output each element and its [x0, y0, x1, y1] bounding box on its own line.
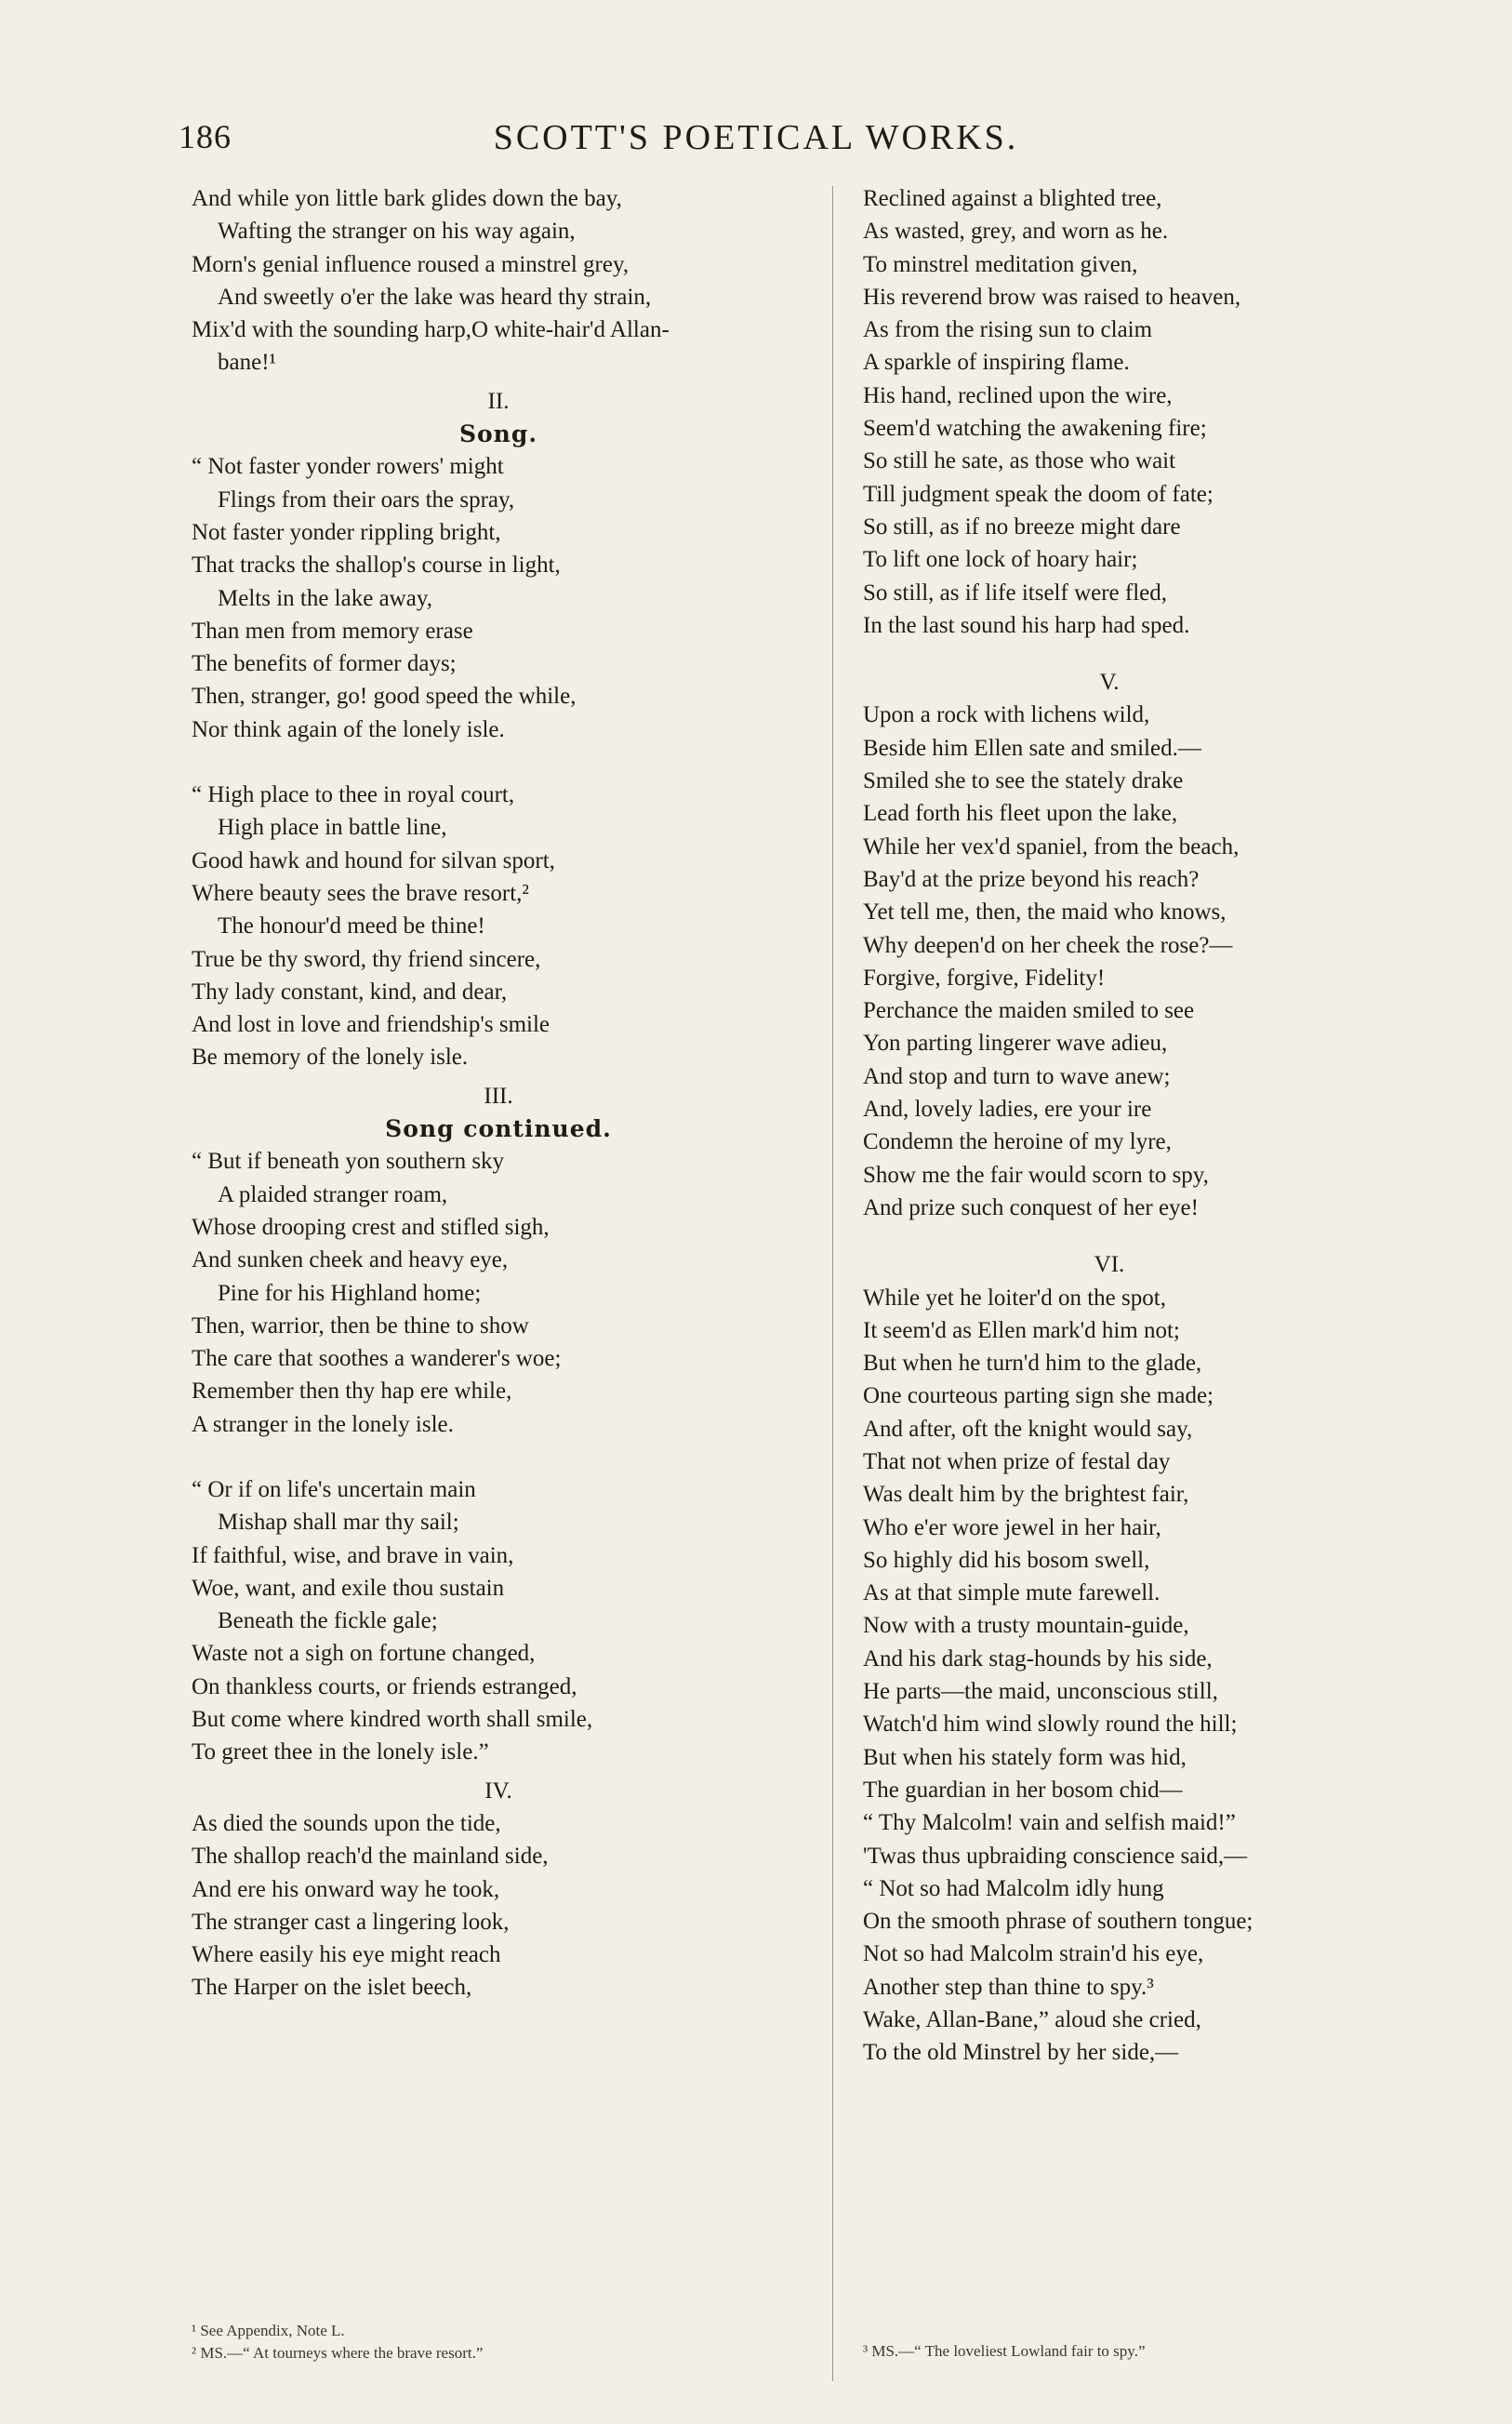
verse-line: Flings from their oars the spray,: [218, 486, 515, 513]
narrative-stanza: [192, 1807, 805, 2004]
verse-line: Yon parting lingerer wave adieu,: [863, 1031, 1168, 1057]
verse-line: But when his stately form was hid,: [863, 1744, 1187, 1770]
footnotes-right: [863, 2340, 1356, 2363]
song-stanza: [192, 1145, 805, 1441]
verse-line: And his dark stag-hounds by his side,: [863, 1645, 1213, 1671]
verse-line: And after, oft the knight would say,: [863, 1416, 1193, 1442]
verse-line: High place in battle line,: [218, 815, 447, 841]
verse-line: On the smooth phrase of southern tongue;: [863, 1909, 1253, 1935]
verse-line: Then, warrior, then be thine to show: [192, 1312, 529, 1339]
verse-line: And, lovely ladies, ere your ire: [863, 1097, 1152, 1123]
verse-line: To greet thee in the lonely isle.”: [192, 1739, 489, 1765]
verse-line: But when he turn'd him to the glade,: [863, 1351, 1202, 1377]
narrative-stanza: [863, 699, 1356, 1224]
section-heading: Song continued.: [385, 1115, 612, 1143]
verse-line: Bay'd at the prize beyond his reach?: [863, 866, 1200, 892]
verse-line: Where beauty sees the brave resort,²: [192, 880, 529, 906]
verse-line: Melts in the lake away,: [218, 585, 432, 611]
verse-line: Good hawk and hound for silvan sport,: [192, 847, 555, 873]
verse-line: And ere his onward way he took,: [192, 1876, 500, 1902]
narrative-stanza: [863, 182, 1356, 642]
verse-line: Beneath the fickle gale;: [218, 1608, 438, 1634]
verse-line: Lead forth his fleet upon the lake,: [863, 801, 1178, 827]
verse-line: The honour'd meed be thine!: [218, 913, 485, 939]
verse-line: He parts—the maid, unconscious still,: [863, 1679, 1218, 1705]
section-heading: Song.: [458, 420, 538, 448]
verse-line: The guardian in her bosom chid—: [863, 1777, 1183, 1803]
verse-line: True be thy sword, thy friend sincere,: [192, 946, 541, 972]
verse-line: And sunken cheek and heavy eye,: [192, 1247, 509, 1273]
narrative-stanza: [863, 1282, 1356, 2070]
verse-line: The Harper on the islet beech,: [192, 1975, 472, 2001]
verse-line: As died the sounds upon the tide,: [192, 1810, 501, 1836]
verse-line: Remember then thy hap ere while,: [192, 1378, 512, 1405]
verse-line: In the last sound his harp had sped.: [863, 612, 1190, 638]
verse-line: It seem'd as Ellen mark'd him not;: [863, 1317, 1180, 1343]
verse-line: Wafting the stranger on his way again,: [218, 219, 576, 245]
footnotes-left: [192, 2320, 805, 2364]
verse-line: Show me the fair would scorn to spy,: [863, 1162, 1209, 1188]
running-head: SCOTT'S POETICAL WORKS.: [493, 118, 1019, 157]
footnote: ¹ See Appendix, Note L.: [192, 2322, 345, 2339]
verse-line: Mishap shall mar thy sail;: [218, 1510, 459, 1536]
verse-line: Why deepen'd on her cheek the rose?—: [863, 932, 1233, 958]
column-divider: [832, 186, 833, 2381]
verse-line: Then, stranger, go! good speed the while,: [192, 684, 577, 710]
verse-line: That not when prize of festal day: [863, 1448, 1171, 1474]
verse-line: Where easily his eye might reach: [192, 1942, 501, 1968]
verse-line: So still he sate, as those who wait: [863, 448, 1176, 474]
verse-line: His hand, reclined upon the wire,: [863, 382, 1173, 408]
verse-line: Wake, Allan-Bane,” aloud she cried,: [863, 2007, 1201, 2033]
section-number: VI.: [1094, 1252, 1125, 1278]
verse-line: Nor think again of the lonely isle.: [192, 716, 505, 742]
verse-line: Yet tell me, then, the maid who knows,: [863, 899, 1227, 926]
verse-line: Condemn the heroine of my lyre,: [863, 1129, 1172, 1155]
verse-line: The benefits of former days;: [192, 651, 457, 677]
verse-line: And lost in love and friendship's smile: [192, 1012, 550, 1038]
verse-line: Smiled she to see the stately drake: [863, 768, 1184, 794]
verse-line: “ Thy Malcolm! vain and selfish maid!”: [863, 1810, 1236, 1836]
verse-line: The shallop reach'd the mainland side,: [192, 1844, 549, 1870]
verse-line: Be memory of the lonely isle.: [192, 1045, 469, 1071]
verse-line: As at that simple mute farewell.: [863, 1580, 1161, 1606]
verse-line: The stranger cast a lingering look,: [192, 1909, 510, 1935]
page-number: 186: [179, 118, 232, 155]
verse-line: Not faster yonder rippling bright,: [192, 519, 501, 545]
verse-line: Mix'd with the sounding harp,O white-hair'd Allan-: [192, 317, 670, 343]
verse-line: That tracks the shallop's course in light,: [192, 553, 561, 579]
verse-line: Waste not a sigh on fortune changed,: [192, 1641, 536, 1667]
verse-line: Seem'd watching the awakening fire;: [863, 416, 1207, 442]
verse-line: “ But if beneath yon southern sky: [192, 1149, 505, 1175]
verse-line: The care that soothes a wanderer's woe;: [192, 1346, 562, 1372]
verse-line: Another step than thine to spy.³: [863, 1974, 1154, 2000]
verse-line: Than men from memory erase: [192, 618, 473, 644]
verse-line: So highly did his bosom swell,: [863, 1547, 1150, 1573]
footnote: ² MS.—“ At tourneys where the brave resort.”: [192, 2344, 484, 2362]
verse-line: bane!¹: [218, 350, 277, 376]
song-stanza: [192, 1473, 805, 1769]
verse-line: And prize such conquest of her eye!: [863, 1194, 1199, 1220]
verse-line: On thankless courts, or friends estranged,: [192, 1673, 577, 1699]
verse-line: Not so had Malcolm strain'd his eye,: [863, 1941, 1204, 1967]
verse-line: And while yon little bark glides down the bay,: [192, 186, 622, 211]
opening-stanza: [192, 182, 805, 380]
verse-line: And stop and turn to wave anew;: [863, 1063, 1171, 1089]
song-stanza: [192, 779, 805, 1074]
verse-line: To minstrel meditation given,: [863, 251, 1138, 277]
verse-line: Pine for his Highland home;: [218, 1280, 482, 1306]
verse-line: And sweetly o'er the lake was heard thy strain,: [218, 284, 652, 310]
section-number: II.: [487, 388, 510, 414]
verse-line: “ Not faster yonder rowers' might: [192, 454, 504, 480]
verse-line: Watch'd him wind slowly round the hill;: [863, 1711, 1238, 1738]
song-stanza: [192, 450, 805, 746]
verse-line: If faithful, wise, and brave in vain,: [192, 1542, 514, 1568]
verse-line: Forgive, forgive, Fidelity!: [863, 965, 1106, 991]
verse-line: Woe, want, and exile thou sustain: [192, 1575, 505, 1601]
verse-line: Reclined against a blighted tree,: [863, 186, 1162, 211]
verse-line: “ Or if on life's uncertain main: [192, 1476, 476, 1502]
verse-line: His reverend brow was raised to heaven,: [863, 284, 1241, 310]
section-number: V.: [1099, 670, 1120, 696]
verse-line: As from the rising sun to claim: [863, 317, 1153, 343]
verse-line: Beside him Ellen sate and smiled.—: [863, 735, 1201, 761]
verse-line: To lift one lock of hoary hair;: [863, 547, 1138, 573]
section-number: III.: [484, 1083, 513, 1109]
left-column: [192, 182, 805, 2004]
verse-line: “ Not so had Malcolm idly hung: [863, 1875, 1164, 1901]
verse-line: While yet he loiter'd on the spot,: [863, 1285, 1166, 1311]
verse-line: A plaided stranger roam,: [218, 1181, 448, 1207]
verse-line: Thy lady constant, kind, and dear,: [192, 979, 508, 1005]
footnote: ³ MS.—“ The loveliest Lowland fair to spy.”: [863, 2342, 1146, 2360]
right-column: [863, 182, 1356, 2070]
verse-line: Now with a trusty mountain-guide,: [863, 1613, 1189, 1639]
verse-line: “ High place to thee in royal court,: [192, 782, 515, 808]
section-number: IV.: [484, 1778, 512, 1804]
verse-line: So still, as if no breeze might dare: [863, 513, 1181, 539]
verse-line: A sparkle of inspiring flame.: [863, 350, 1130, 376]
verse-line: Till judgment speak the doom of fate;: [863, 481, 1214, 507]
verse-line: Morn's genial influence roused a minstrel grey,: [192, 251, 630, 277]
verse-line: Perchance the maiden smiled to see: [863, 998, 1195, 1024]
verse-line: Who e'er wore jewel in her hair,: [863, 1514, 1161, 1540]
verse-line: A stranger in the lonely isle.: [192, 1411, 454, 1437]
verse-line: 'Twas thus upbraiding conscience said,—: [863, 1843, 1248, 1869]
verse-line: But come where kindred worth shall smile,: [192, 1707, 593, 1733]
verse-line: Was dealt him by the brightest fair,: [863, 1482, 1189, 1508]
verse-line: So still, as if life itself were fled,: [863, 579, 1168, 606]
verse-line: To the old Minstrel by her side,—: [863, 2040, 1179, 2066]
verse-line: As wasted, grey, and worn as he.: [863, 219, 1169, 245]
verse-line: Upon a rock with lichens wild,: [863, 702, 1150, 728]
verse-line: Whose drooping crest and stifled sigh,: [192, 1214, 550, 1240]
verse-line: One courteous parting sign she made;: [863, 1383, 1214, 1409]
verse-line: While her vex'd spaniel, from the beach,: [863, 833, 1240, 859]
